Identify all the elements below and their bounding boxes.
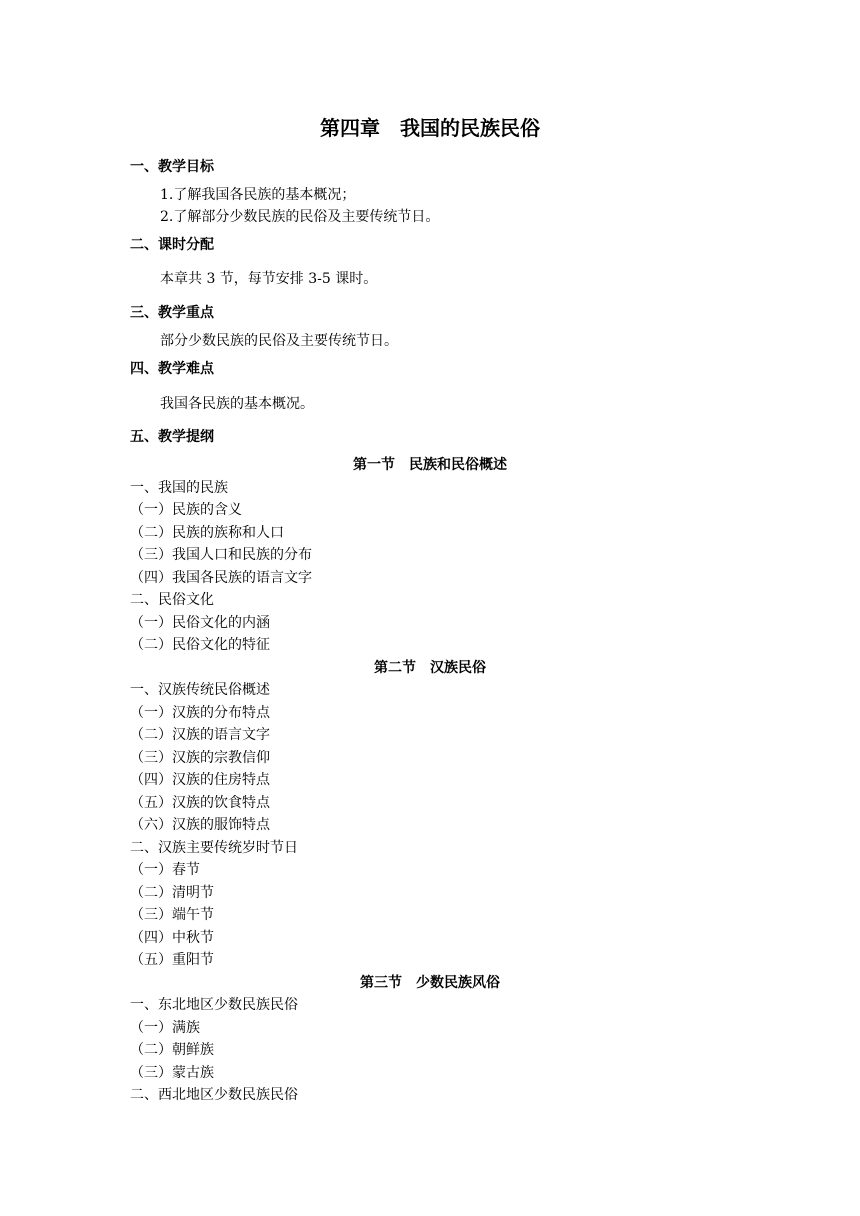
outline-line: （二）汉族的语言文字 (130, 727, 270, 743)
section-3-title: 第三节 少数民族风俗 (360, 975, 500, 991)
outline-line: （四）我国各民族的语言文字 (130, 570, 312, 586)
objective-item-2: 2.了解部分少数民族的民俗及主要传统节日。 (160, 209, 440, 225)
outline-line: 二、民俗文化 (130, 592, 214, 608)
outline-line: 二、西北地区少数民族民俗 (130, 1087, 298, 1103)
outline-line: （二）朝鲜族 (130, 1042, 214, 1058)
difficulties-text: 我国各民族的基本概况。 (160, 396, 314, 412)
outline-line: （六）汉族的服饰特点 (130, 817, 270, 833)
outline-line: （一）民俗文化的内涵 (130, 615, 270, 631)
outline-line: （一）汉族的分布特点 (130, 705, 270, 721)
outline-line: 一、汉族传统民俗概述 (130, 682, 270, 698)
outline-line: （四）汉族的住房特点 (130, 772, 270, 788)
outline-line: （一）春节 (130, 862, 200, 878)
chapter-title: 第四章 我国的民族民俗 (320, 116, 540, 140)
outline-line: （三）我国人口和民族的分布 (130, 547, 312, 563)
outline-line: 二、汉族主要传统岁时节日 (130, 840, 298, 856)
outline-line: （三）蒙古族 (130, 1065, 214, 1081)
heading-hours: 二、课时分配 (130, 237, 214, 253)
outline-line: 一、东北地区少数民族民俗 (130, 997, 298, 1013)
outline-line: （二）清明节 (130, 885, 214, 901)
objective-item-1: 1.了解我国各民族的基本概况； (160, 187, 356, 203)
hours-text: 本章共 3 节，每节安排 3-5 课时。 (160, 271, 378, 287)
outline-line: （五）重阳节 (130, 952, 214, 968)
outline-line: （四）中秋节 (130, 930, 214, 946)
section-1-title: 第一节 民族和民俗概述 (353, 457, 507, 473)
heading-objectives: 一、教学目标 (130, 159, 214, 175)
heading-key-points: 三、教学重点 (130, 305, 214, 321)
outline-line: （五）汉族的饮食特点 (130, 795, 270, 811)
key-points-text: 部分少数民族的民俗及主要传统节日。 (160, 333, 398, 349)
outline-line: （一）满族 (130, 1020, 200, 1036)
section-2-title: 第二节 汉族民俗 (374, 660, 486, 676)
heading-difficulties: 四、教学难点 (130, 361, 214, 377)
outline-line: （二）民族的族称和人口 (130, 525, 284, 541)
outline-line: （二）民俗文化的特征 (130, 637, 270, 653)
outline-line: （三）端午节 (130, 907, 214, 923)
outline-line: 一、我国的民族 (130, 480, 228, 496)
heading-outline: 五、教学提纲 (130, 429, 214, 445)
outline-line: （一）民族的含义 (130, 502, 242, 518)
outline-line: （三）汉族的宗教信仰 (130, 750, 270, 766)
